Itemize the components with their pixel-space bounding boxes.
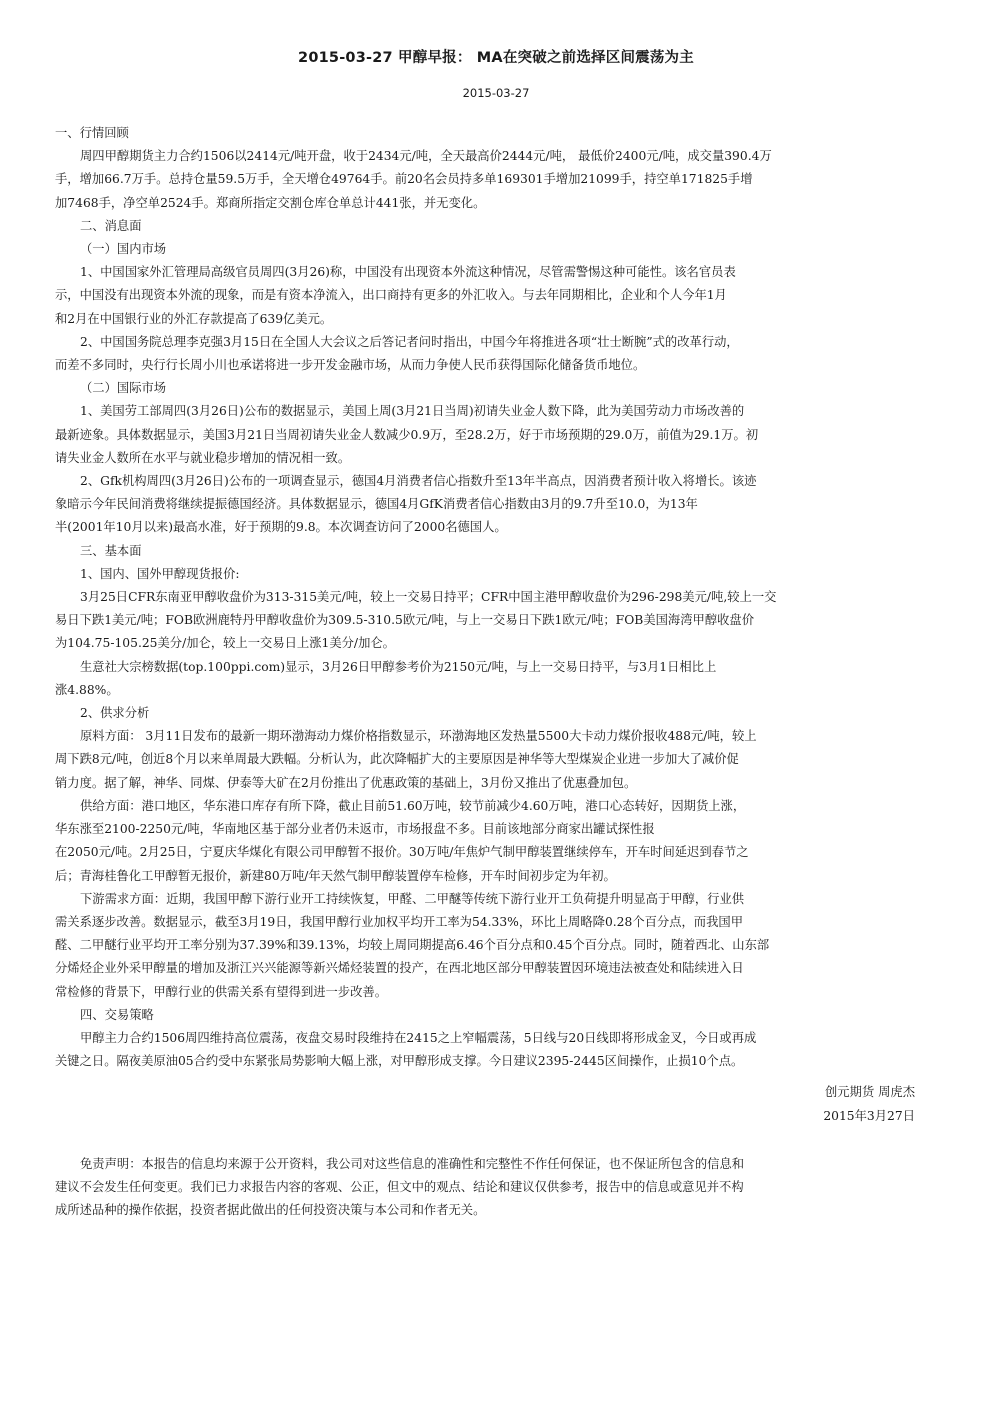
report-body [55, 122, 915, 1222]
international-news-line: 半(2001年10月以来)最高水准，好于预期的9.8。本次调查访问了2000名德国人。 [55, 520, 507, 535]
section-heading-fundamentals: 三、基本面 [80, 543, 142, 558]
spot-price-line: 为104.75-105.25美分/加仑，较上一交易日上涨1美分/加仑。 [55, 636, 395, 651]
subsection-heading-spot-prices: 1、国内、国外甲醇现货报价: [80, 566, 240, 581]
domestic-news-line: 而差不多同时，央行行长周小川也承诺将进一步开发金融市场，从而力争使人民币获得国际化储备货币地位。 [55, 358, 646, 373]
downstream-demand-line: 分烯烃企业外采甲醇量的增加及浙江兴兴能源等新兴烯烃装置的投产，在西北地区部分甲醇装置因环境违法被查处和陆续进入日 [55, 961, 744, 976]
subsection-heading-supply-demand: 2、供求分析 [80, 706, 150, 721]
international-news-line: 最新迹象。具体数据显示，美国3月21日当周初请失业金人数减少0.9万，至28.2万，好于市场预期的29.0万，前值为29.1万。初 [55, 427, 759, 442]
supply-side-line: 供给方面：港口地区，华东港口库存有所下降，截止目前51.60万吨，较节前减少4.60万吨，港口心态转好，因期货上涨， [80, 798, 746, 813]
international-news-line: 2、Gfk机构周四(3月26日)公布的一项调查显示，德国4月消费者信心指数升至13年半高点，因消费者预计收入将增长。该迹 [80, 474, 757, 489]
trading-strategy-line: 关键之日。隔夜美原油05合约受中东紧张局势影响大幅上涨，对甲醇形成支撑。今日建议2395-2445区间操作，止损10个点。 [55, 1054, 744, 1069]
supply-side-line: 后；青海桂鲁化工甲醇暂无报价，新建80万吨/年天然气制甲醇装置停车检修，开车时间初步定为年初。 [55, 868, 616, 883]
subsection-heading-domestic: （一）国内市场 [80, 242, 167, 257]
spot-price-line: 生意社大宗榜数据(top.100ppi.com)显示，3月26日甲醇参考价为2150元/吨，与上一交易日持平，与3月1日相比上 [80, 659, 717, 674]
raw-material-line: 原料方面： 3月11日发布的最新一期环渤海动力煤价格指数显示，环渤海地区发热量5500大卡动力煤价报收488元/吨，较上 [80, 729, 757, 744]
international-news-line: 象暗示今年民间消费将继续提振德国经济。具体数据显示，德国4月GfK消费者信心指数由3月的9.7升至10.0，为13年 [55, 497, 698, 512]
supply-side-line: 华东涨至2100-2250元/吨，华南地区基于部分业者仍未返市，市场报盘不多。目前该地部分商家出罐试探性报 [55, 822, 655, 837]
domestic-news-line: 2、中国国务院总理李克强3月15日在全国人大会议之后答记者问时指出，中国今年将推进各项“壮士断腕”式的改革行动， [80, 334, 739, 349]
spot-price-line: 3月25日CFR东南亚甲醇收盘价为313-315美元/吨，较上一交易日持平；CFR中国主港甲醇收盘价为296-298美元/吨,较上一交 [80, 590, 777, 605]
downstream-demand-line: 常检修的背景下，甲醇行业的供需关系有望得到进一步改善。 [55, 984, 388, 999]
report-title: 2015-03-27 甲醇早报： MA在突破之前选择区间震荡为主 [298, 50, 694, 66]
section-heading-trading-strategy: 四、交易策略 [80, 1007, 154, 1022]
section-heading-news: 二、消息面 [80, 218, 142, 233]
report-date: 2015-03-27 [462, 86, 530, 100]
spot-price-line: 涨4.88%。 [55, 682, 119, 697]
international-news-line: 请失业金人数所在水平与就业稳步增加的情况相一致。 [55, 450, 351, 465]
market-review-line: 手，增加66.7万手。总持仓量59.5万手，全天增仓49764手。前20名会员持多单169301手增加21099手，持空单171825手增 [55, 172, 753, 187]
disclaimer-line: 免责声明：本报告的信息均来源于公开资料，我公司对这些信息的准确性和完整性不作任何保证，也不保证所包含的信息和 [80, 1156, 745, 1171]
downstream-demand-line: 醛、二甲醚行业平均开工率分别为37.39%和39.13%，均较上周同期提高6.46个百分点和0.45个百分点。同时，随着西北、山东部 [55, 938, 770, 953]
international-news-line: 1、美国劳工部周四(3月26日)公布的数据显示，美国上周(3月21日当周)初请失业金人数下降，此为美国劳动力市场改善的 [80, 404, 745, 419]
raw-material-line: 销力度。据了解，神华、同煤、伊泰等大矿在2月份推出了优惠政策的基础上，3月份又推出了优惠叠加包。 [55, 775, 637, 790]
signature-author: 创元期货 周虎杰 [825, 1085, 915, 1100]
subsection-heading-international: （二）国际市场 [80, 381, 167, 396]
market-review-line: 周四甲醇期货主力合约1506以2414元/吨开盘，收于2434元/吨，全天最高价2444元/吨， 最低价2400元/吨，成交量390.4万 [80, 149, 772, 164]
supply-side-line: 在2050元/吨。2月25日，宁夏庆华煤化有限公司甲醇暂不报价。30万吨/年焦炉气制甲醇装置继续停车，开车时间延迟到春节之 [55, 845, 749, 860]
disclaimer-line: 建议不会发生任何变更。我们已力求报告内容的客观、公正，但文中的观点、结论和建议仅供参考，报告中的信息或意见并不构 [55, 1179, 744, 1194]
spot-price-line: 易日下跌1美元/吨；FOB欧洲鹿特丹甲醇收盘价为309.5-310.5欧元/吨，与上一交易日下跌1欧元/吨；FOB美国海湾甲醇收盘价 [55, 613, 755, 628]
downstream-demand-line: 需关系逐步改善。数据显示，截至3月19日，我国甲醇行业加权平均开工率为54.33%，环比上周略降0.28个百分点，而我国甲 [55, 914, 743, 929]
downstream-demand-line: 下游需求方面：近期，我国甲醇下游行业开工持续恢复，甲醛、二甲醚等传统下游行业开工负荷提升明显高于甲醇，行业供 [80, 891, 745, 906]
domestic-news-line: 和2月在中国银行业的外汇存款提高了639亿美元。 [55, 311, 333, 326]
signature-date: 2015年3月27日 [823, 1108, 915, 1123]
disclaimer-line: 成所述品种的操作依据，投资者据此做出的任何投资决策与本公司和作者无关。 [55, 1203, 486, 1218]
section-heading-market-review: 一、行情回顾 [55, 126, 129, 140]
domestic-news-line: 示，中国没有出现资本外流的现象，而是有资本净流入，出口商持有更多的外汇收入。与去年同期相比，企业和个人今年1月 [55, 288, 727, 303]
raw-material-line: 周下跌8元/吨，创近8个月以来单周最大跌幅。分析认为，此次降幅扩大的主要原因是神华等大型煤炭企业进一步加大了减价促 [55, 752, 739, 767]
trading-strategy-line: 甲醇主力合约1506周四维持高位震荡，夜盘交易时段维持在2415之上窄幅震荡，5日线与20日线即将形成金叉，今日或再成 [80, 1030, 757, 1045]
domestic-news-line: 1、中国国家外汇管理局高级官员周四(3月26)称，中国没有出现资本外流这种情况，尽管需警惕这种可能性。该名官员表 [80, 265, 736, 280]
market-review-line: 加7468手，净空单2524手。郑商所指定交割仓库仓单总计441张，并无变化。 [55, 195, 486, 210]
